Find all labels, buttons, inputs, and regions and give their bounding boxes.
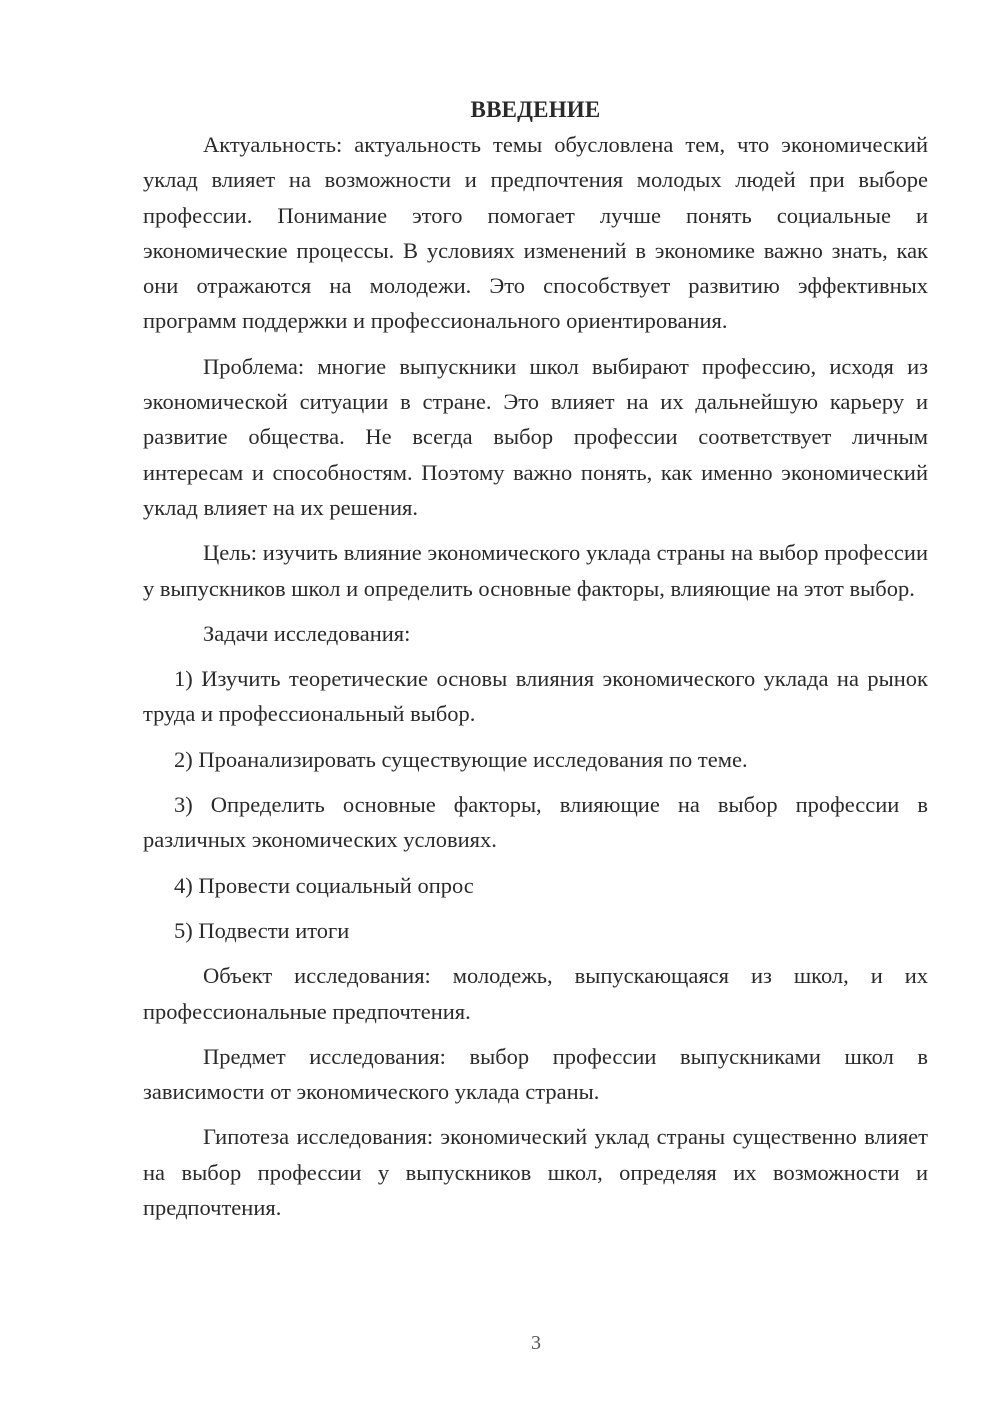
paragraph-relevance: Актуальность: актуальность темы обусловлена тем, что экономический уклад влияет на возможности и предпочтения молодых людей при выборе профессии. Понимание этого помогает лучше понять социальные и экономические процессы. В условиях изменений в экономике важно знать, как они отражаются на молодежи. Это способствует развитию эффективных программ поддержки и профессионального ориентирования. — [143, 132, 928, 334]
paragraph-object: Объект исследования: молодежь, выпускающаяся из школ, и их профессиональные предпочтения. — [143, 963, 928, 1024]
task-item: 5) Подвести итоги — [174, 917, 350, 943]
page-number: 3 — [531, 1332, 541, 1354]
task-item: 1) Изучить теоретические основы влияния экономического уклада на рынок труда и профессиональный выбор. — [143, 666, 928, 727]
paragraph-hypothesis: Гипотеза исследования: экономический уклад страны существенно влияет на выбор профессии у выпускников школ, определяя их возможности и предпочтения. — [143, 1124, 928, 1221]
document-page — [143, 92, 928, 1235]
task-item: 3) Определить основные факторы, влияющие на выбор профессии в различных экономических условиях. — [143, 792, 928, 853]
task-item: 4) Провести социальный опрос — [174, 872, 474, 898]
tasks-list — [143, 661, 928, 948]
paragraph-goal: Цель: изучить влияние экономического уклада страны на выбор профессии у выпускников школ и определить основные факторы, влияющие на этот выбор. — [143, 540, 928, 601]
task-item: 2) Проанализировать существующие исследования по теме. — [174, 746, 748, 772]
paragraph-problem: Проблема: многие выпускники школ выбирают профессию, исходя из экономической ситуации в стране. Это влияет на их дальнейшую карьеру и развитие общества. Не всегда выбор профессии соответствует личным интересам и способностям. Поэтому важно понять, как именно экономический уклад влияет на их решения. — [143, 353, 928, 520]
tasks-heading: Задачи исследования: — [203, 620, 411, 646]
paragraph-subject: Предмет исследования: выбор профессии выпускниками школ в зависимости от экономического уклада страны. — [143, 1043, 928, 1105]
page-title: ВВЕДЕНИЕ — [470, 97, 601, 122]
